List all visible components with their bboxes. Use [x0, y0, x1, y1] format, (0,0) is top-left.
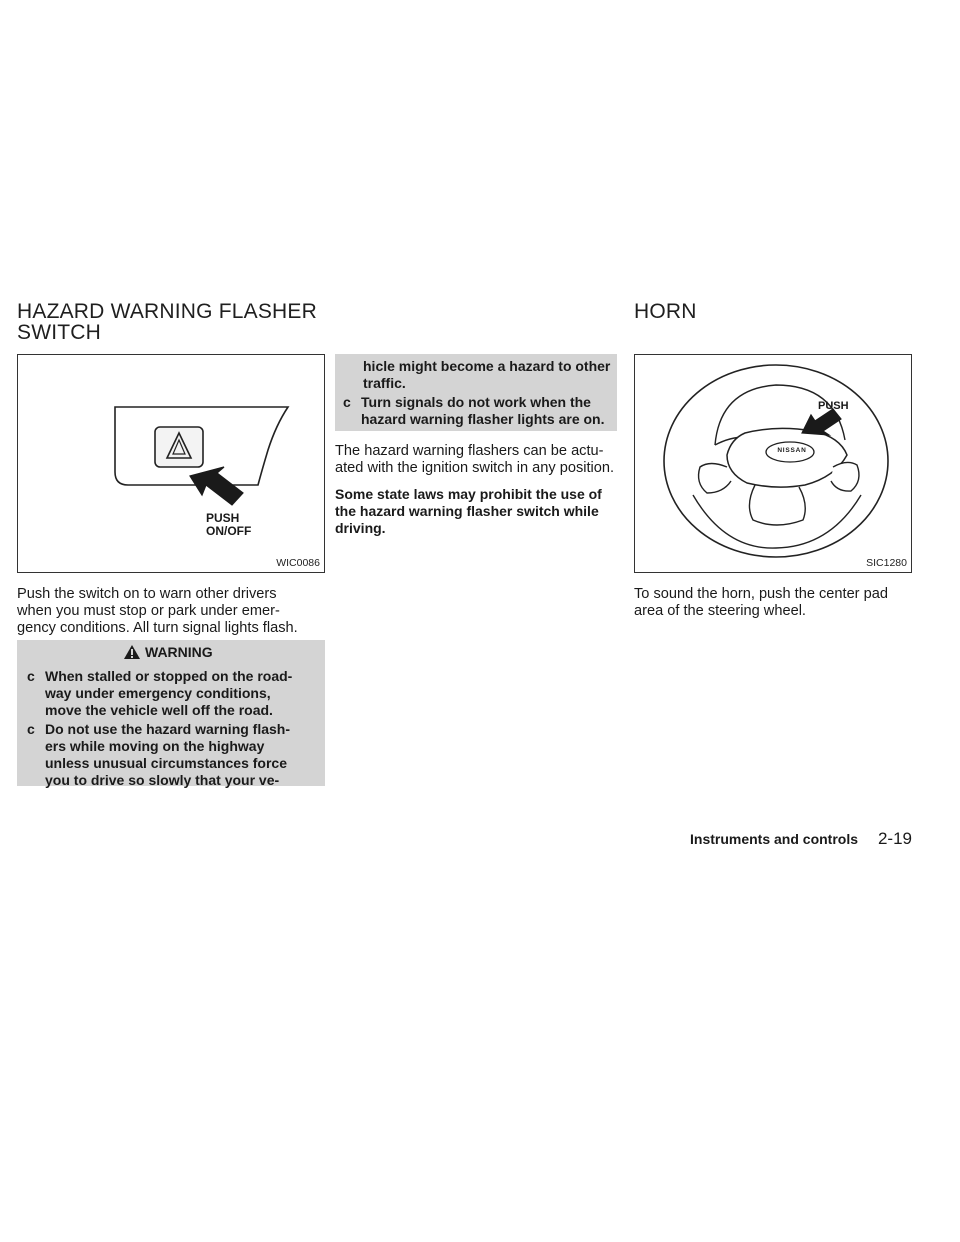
push-label: PUSH — [206, 511, 240, 525]
figure-code: WIC0086 — [276, 557, 320, 569]
text-line: To sound the horn, push the center pad — [634, 586, 888, 602]
warning-heading — [17, 644, 325, 662]
bullet-mark: c — [343, 394, 351, 410]
text-line: Push the switch on to warn other drivers — [17, 586, 277, 602]
section-title-hazard — [17, 301, 317, 343]
warning-continued-text — [363, 358, 613, 392]
text-line: traffic. — [363, 375, 406, 391]
hazard-operation-paragraph — [335, 443, 617, 477]
text-line: hicle might become a hazard to other — [363, 358, 611, 374]
page-number: 2-19 — [877, 829, 912, 848]
text-line: ated with the ignition switch in any position. — [335, 460, 615, 476]
text-line: move the vehicle well off the road. — [45, 702, 273, 718]
text-line: gency conditions. All turn signal lights flash. — [17, 620, 298, 636]
footer-section-label: Instruments and controls — [690, 831, 859, 847]
text-line: Some state laws may prohibit the use of — [335, 486, 602, 502]
bullet-mark: c — [27, 668, 35, 684]
steering-wheel-illustration — [635, 355, 913, 574]
on-off-label: ON/OFF — [206, 524, 252, 538]
text-line: driving. — [335, 520, 386, 536]
figure-code: SIC1280 — [866, 557, 907, 569]
hazard-intro-paragraph — [17, 586, 325, 637]
page-footer — [690, 829, 912, 851]
text-line: The hazard warning flashers can be actu- — [335, 443, 604, 459]
section-title-line1: HAZARD WARNING FLASHER — [17, 300, 317, 323]
warning-box-continued — [335, 354, 617, 431]
section-title-horn: HORN — [634, 300, 697, 323]
nissan-logo-text: NISSAN — [777, 447, 807, 454]
push-label: PUSH — [818, 400, 849, 412]
text-line: unless unusual circumstances force — [45, 755, 287, 771]
push-on-off-label — [206, 512, 251, 538]
text-line: Do not use the hazard warning flash- — [45, 721, 291, 737]
horn-paragraph — [634, 586, 912, 620]
text-line: way under emergency conditions, — [45, 685, 271, 701]
hazard-switch-illustration — [18, 355, 326, 574]
text-line: when you must stop or park under emer- — [17, 603, 280, 619]
steering-wheel-figure — [634, 354, 912, 573]
text-line: area of the steering wheel. — [634, 603, 806, 619]
section-title-line2: SWITCH — [17, 321, 102, 344]
text-line: hazard warning flasher lights are on. — [361, 411, 605, 427]
warning-box — [17, 640, 325, 786]
hazard-switch-figure — [17, 354, 325, 573]
text-line: the hazard warning flasher switch while — [335, 503, 599, 519]
state-laws-paragraph — [335, 486, 617, 537]
text-line: When stalled or stopped on the road- — [45, 668, 293, 684]
warning-heading-text: WARNING — [145, 644, 213, 660]
bullet-mark: c — [27, 721, 35, 737]
text-line: Turn signals do not work when the — [361, 394, 591, 410]
text-line: you to drive so slowly that your ve- — [45, 772, 280, 788]
warning-triangle-icon — [123, 644, 141, 660]
text-line: ers while moving on the highway — [45, 738, 265, 754]
